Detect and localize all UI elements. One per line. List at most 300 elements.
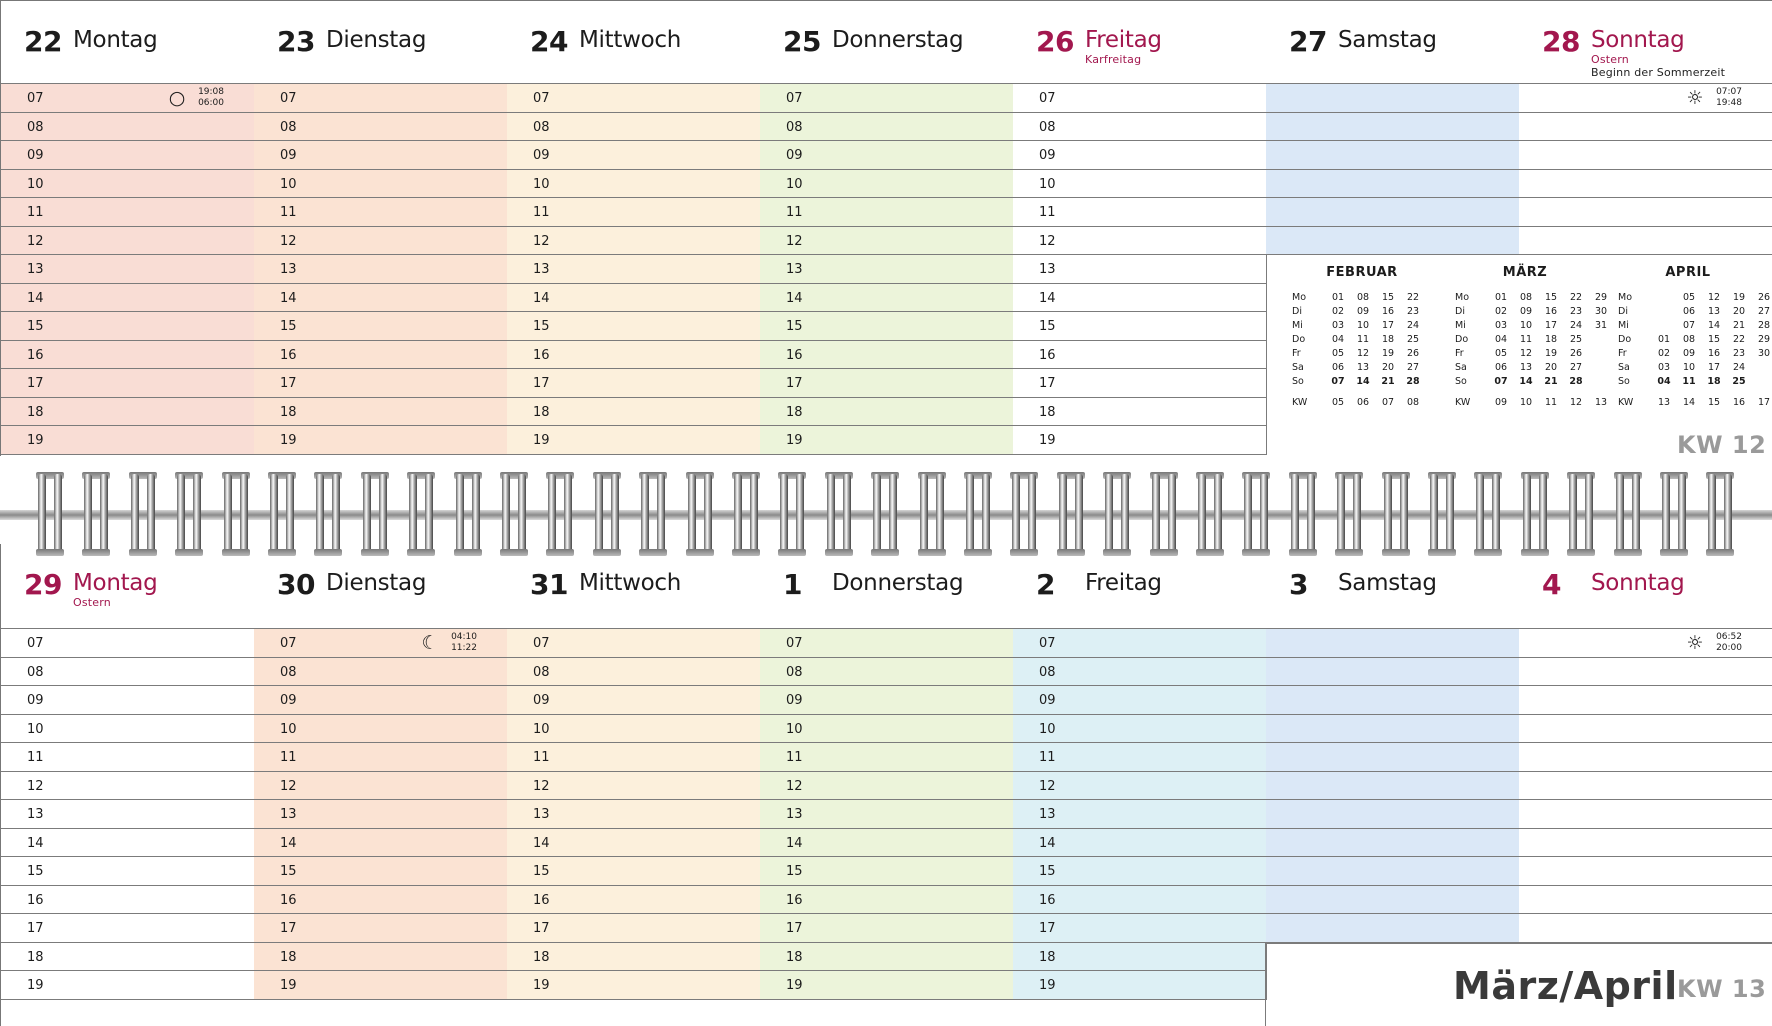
spiral-ring [1567, 474, 1595, 554]
hour-slot[interactable] [507, 971, 761, 1000]
mini-weekday: Mi [1618, 320, 1629, 331]
hour-slot[interactable] [1, 715, 255, 744]
hour-slot[interactable] [254, 971, 508, 1000]
week-12-label: KW 12 [1677, 431, 1767, 459]
hour-slot[interactable] [507, 658, 761, 687]
hour-slot[interactable] [507, 800, 761, 829]
hour-label: 07 [280, 91, 297, 106]
hour-slot[interactable] [760, 398, 1014, 427]
hour-slot[interactable] [1013, 284, 1267, 313]
ring-cap [222, 549, 250, 556]
mini-day: 29 [1594, 292, 1608, 303]
hour-label: 11 [1039, 750, 1056, 765]
hour-label: 13 [533, 807, 550, 822]
hour-slot[interactable] [1, 369, 255, 398]
hour-slot[interactable] [254, 284, 508, 313]
hour-slot[interactable] [507, 170, 761, 199]
day-header [507, 544, 760, 626]
hour-slot[interactable] [254, 943, 508, 972]
ring-wire [131, 474, 139, 554]
spiral-ring [1521, 474, 1549, 554]
ring-wire [920, 474, 928, 554]
ring-wire [564, 474, 572, 554]
hour-slot[interactable] [507, 715, 761, 744]
hour-slot[interactable] [254, 686, 508, 715]
hour-label: 15 [280, 864, 297, 879]
hour-slot[interactable] [760, 83, 1014, 113]
hour-slot[interactable] [1519, 772, 1772, 801]
hour-slot[interactable] [1519, 914, 1772, 943]
hour-slot[interactable] [760, 971, 1014, 1000]
hour-slot[interactable] [254, 341, 508, 370]
hour-slot[interactable] [1519, 198, 1772, 227]
hour-slot[interactable] [1, 971, 255, 1000]
ring-cap [82, 549, 110, 556]
hour-slot[interactable] [1266, 829, 1520, 858]
hour-slot[interactable] [1, 686, 255, 715]
hour-label: 16 [1039, 347, 1056, 363]
hour-slot[interactable] [760, 857, 1014, 886]
hour-slot[interactable] [1013, 398, 1267, 427]
hour-label: 07 [533, 91, 550, 106]
ring-cap [314, 549, 342, 556]
day-header [254, 544, 507, 626]
mini-day: 20 [1544, 362, 1558, 373]
hour-slot[interactable] [254, 886, 508, 915]
ring-wire [1260, 474, 1268, 554]
hour-slot[interactable] [1266, 113, 1520, 142]
mini-day: 18 [1707, 376, 1721, 387]
hour-slot[interactable] [1, 886, 255, 915]
hour-label: 09 [1039, 148, 1056, 163]
mini-weekday: Di [1455, 306, 1465, 317]
hour-slot[interactable] [254, 658, 508, 687]
hour-slot[interactable] [254, 255, 508, 284]
hour-slot[interactable] [1266, 227, 1520, 256]
mini-day: 26 [1569, 348, 1583, 359]
hour-slot[interactable] [1, 312, 255, 341]
hour-slot[interactable] [507, 914, 761, 943]
mini-day: 22 [1569, 292, 1583, 303]
hour-slot[interactable] [1266, 914, 1520, 943]
hour-slot[interactable] [254, 628, 508, 658]
hour-slot[interactable] [1266, 198, 1520, 227]
hour-slot[interactable] [1, 914, 255, 943]
hour-slot[interactable] [507, 312, 761, 341]
hour-label: 17 [280, 376, 297, 391]
spiral-ring [1010, 474, 1038, 554]
hour-slot[interactable] [1013, 369, 1267, 398]
hour-slot[interactable] [1, 113, 255, 142]
day-number: 23 [277, 25, 315, 58]
hour-slot[interactable] [760, 227, 1014, 256]
hour-slot[interactable] [507, 857, 761, 886]
hour-slot[interactable] [1, 341, 255, 370]
hour-label: 10 [280, 721, 297, 737]
hour-slot[interactable] [760, 943, 1014, 972]
day-name: Dienstag [326, 27, 427, 53]
hour-slot[interactable] [1013, 83, 1267, 113]
hour-slot[interactable] [760, 284, 1014, 313]
circle-moon-icon: ○ [168, 87, 186, 109]
hour-slot[interactable] [1266, 686, 1520, 715]
mini-day: 17 [1544, 320, 1558, 331]
hour-slot[interactable] [1266, 658, 1520, 687]
hour-slot[interactable] [1013, 943, 1267, 972]
mini-day: 02 [1657, 348, 1671, 359]
holiday-note: Beginn der Sommerzeit [1591, 66, 1726, 79]
hour-slot[interactable] [507, 686, 761, 715]
hour-slot[interactable] [254, 369, 508, 398]
hour-slot[interactable] [1, 829, 255, 858]
hour-slot[interactable] [760, 426, 1014, 455]
mini-month-title: MÄRZ [1502, 265, 1548, 280]
ring-wire [270, 474, 278, 554]
day-header [1266, 544, 1519, 626]
hour-slot[interactable] [760, 312, 1014, 341]
ring-cap [361, 549, 389, 556]
hour-slot[interactable] [1, 255, 255, 284]
hour-slot[interactable] [1013, 658, 1267, 687]
hour-slot[interactable] [1013, 426, 1267, 455]
hour-label: 08 [280, 664, 297, 680]
hour-slot[interactable] [1266, 628, 1520, 658]
ring-cap [639, 549, 667, 556]
hour-slot[interactable] [1519, 857, 1772, 886]
ring-wire [595, 474, 603, 554]
hour-label: 17 [1039, 921, 1056, 936]
hour-slot[interactable] [1519, 686, 1772, 715]
hour-slot[interactable] [1, 198, 255, 227]
hour-label: 18 [280, 404, 297, 420]
ring-cap [1382, 549, 1410, 556]
day-name: Sonntag [1591, 27, 1685, 53]
hour-label: 14 [27, 835, 44, 851]
hour-slot[interactable] [507, 113, 761, 142]
spiral-ring [825, 474, 853, 554]
mini-month-title: FEBRUAR [1326, 265, 1398, 280]
hour-label: 15 [533, 864, 550, 879]
hour-label: 16 [533, 892, 550, 908]
hour-slot[interactable] [254, 198, 508, 227]
hour-slot[interactable] [1013, 141, 1267, 170]
day-name: Freitag [1085, 570, 1162, 596]
hour-slot[interactable] [254, 312, 508, 341]
ring-cap [500, 549, 528, 556]
ring-wire [240, 474, 248, 554]
ring-wire [641, 474, 649, 554]
hour-slot[interactable] [507, 369, 761, 398]
hour-slot[interactable] [1013, 743, 1267, 772]
astro-time-2: 06:00 [198, 98, 224, 108]
mini-day: 19 [1732, 292, 1746, 303]
hour-slot[interactable] [1013, 829, 1267, 858]
hour-slot[interactable] [760, 198, 1014, 227]
hour-slot[interactable] [760, 743, 1014, 772]
day-name: Montag [73, 27, 158, 53]
hour-slot[interactable] [254, 83, 508, 113]
mini-kw-number: 13 [1594, 397, 1608, 408]
hour-slot[interactable] [760, 113, 1014, 142]
hour-slot[interactable] [507, 198, 761, 227]
hour-slot[interactable] [507, 772, 761, 801]
hour-slot[interactable] [1266, 743, 1520, 772]
hour-label: 19 [533, 433, 550, 448]
ring-wire [425, 474, 433, 554]
hour-slot[interactable] [1013, 170, 1267, 199]
mini-day: 11 [1519, 334, 1533, 345]
spiral-ring [639, 474, 667, 554]
mini-day: 06 [1682, 306, 1696, 317]
hour-slot[interactable] [760, 886, 1014, 915]
hour-label: 10 [27, 721, 44, 737]
hour-slot[interactable] [1013, 772, 1267, 801]
hour-slot[interactable] [760, 658, 1014, 687]
hour-slot[interactable] [1, 772, 255, 801]
hour-slot[interactable] [760, 255, 1014, 284]
astro-time-2: 11:22 [451, 643, 477, 653]
ring-wire [1168, 474, 1176, 554]
hour-slot[interactable] [760, 141, 1014, 170]
hour-slot[interactable] [507, 943, 761, 972]
hour-slot[interactable] [1013, 686, 1267, 715]
hour-slot[interactable] [507, 886, 761, 915]
mini-day: 07 [1494, 376, 1508, 387]
hour-slot[interactable] [254, 141, 508, 170]
hour-slot[interactable] [760, 715, 1014, 744]
ring-wire [1121, 474, 1129, 554]
hour-slot[interactable] [1, 743, 255, 772]
spiral-ring [222, 474, 250, 554]
ring-wire [1075, 474, 1083, 554]
hour-slot[interactable] [760, 914, 1014, 943]
hour-slot[interactable] [760, 369, 1014, 398]
spiral-ring [871, 474, 899, 554]
day-header [1013, 544, 1266, 626]
hour-slot[interactable] [1266, 772, 1520, 801]
hour-slot[interactable] [1013, 227, 1267, 256]
hour-slot[interactable] [1013, 198, 1267, 227]
ring-cap [686, 549, 714, 556]
astro-time-1: 07:07 [1716, 87, 1742, 97]
mini-day: 05 [1331, 348, 1345, 359]
ring-wire [100, 474, 108, 554]
hour-slot[interactable] [1266, 800, 1520, 829]
hour-slot[interactable] [1013, 113, 1267, 142]
mini-day: 13 [1707, 306, 1721, 317]
day-name: Samstag [1338, 570, 1437, 596]
hour-label: 08 [27, 664, 44, 680]
hour-slot[interactable] [1, 943, 255, 972]
hour-slot[interactable] [760, 800, 1014, 829]
hour-slot[interactable] [1, 628, 255, 658]
day-number: 28 [1542, 25, 1580, 58]
mini-day: 02 [1494, 306, 1508, 317]
spiral-ring [732, 474, 760, 554]
ring-wire [1616, 474, 1624, 554]
hour-slot[interactable] [1013, 715, 1267, 744]
hour-slot[interactable] [760, 686, 1014, 715]
hour-slot[interactable] [1519, 658, 1772, 687]
mini-day: 21 [1732, 320, 1746, 331]
hour-slot[interactable] [1013, 857, 1267, 886]
hour-slot[interactable] [507, 227, 761, 256]
hour-slot[interactable] [1013, 971, 1267, 1000]
hour-slot[interactable] [254, 398, 508, 427]
hour-slot[interactable] [760, 628, 1014, 658]
hour-slot[interactable] [1, 170, 255, 199]
spiral-ring [36, 474, 64, 554]
hour-slot[interactable] [1, 398, 255, 427]
hour-slot[interactable] [1013, 312, 1267, 341]
mini-day: 25 [1406, 334, 1420, 345]
ring-wire [502, 474, 510, 554]
mini-day: 18 [1381, 334, 1395, 345]
hour-slot[interactable] [1266, 83, 1520, 113]
ring-cap [1335, 549, 1363, 556]
hour-slot[interactable] [254, 113, 508, 142]
hour-slot[interactable] [507, 426, 761, 455]
hour-slot[interactable] [1519, 800, 1772, 829]
hour-slot[interactable] [1519, 628, 1772, 658]
hour-label: 15 [27, 864, 44, 879]
astro-times [1716, 87, 1742, 109]
hour-slot[interactable] [507, 141, 761, 170]
hour-slot[interactable] [1519, 886, 1772, 915]
hour-slot[interactable] [1266, 886, 1520, 915]
hour-slot[interactable] [507, 398, 761, 427]
hour-slot[interactable] [507, 829, 761, 858]
hour-slot[interactable] [254, 857, 508, 886]
hour-slot[interactable] [1013, 341, 1267, 370]
ring-wire [1708, 474, 1716, 554]
hour-slot[interactable] [1, 426, 255, 455]
day-number: 25 [783, 25, 821, 58]
mini-kw-number: 11 [1544, 397, 1558, 408]
hour-label: 12 [27, 233, 44, 249]
ring-wire [1539, 474, 1547, 554]
hour-slot[interactable] [1519, 141, 1772, 170]
hour-slot[interactable] [760, 772, 1014, 801]
ring-cap [825, 549, 853, 556]
day-header [1, 544, 254, 626]
hour-slot[interactable] [1519, 170, 1772, 199]
spiral-ring [1196, 474, 1224, 554]
hour-slot[interactable] [254, 715, 508, 744]
hour-slot[interactable] [507, 284, 761, 313]
spiral-ring [1428, 474, 1456, 554]
hour-slot[interactable] [1013, 255, 1267, 284]
hour-slot[interactable] [1519, 227, 1772, 256]
ring-wire [1678, 474, 1686, 554]
day-number: 26 [1036, 25, 1074, 58]
hour-slot[interactable] [1519, 715, 1772, 744]
hour-slot[interactable] [1, 658, 255, 687]
hour-label: 08 [786, 664, 803, 680]
mini-day: 20 [1732, 306, 1746, 317]
hour-slot[interactable] [507, 341, 761, 370]
mini-day: 19 [1381, 348, 1395, 359]
hour-slot[interactable] [254, 914, 508, 943]
hour-slot[interactable] [1519, 113, 1772, 142]
holiday-note: Karfreitag [1085, 53, 1142, 66]
mini-day: 08 [1682, 334, 1696, 345]
hour-slot[interactable] [1, 83, 255, 113]
hour-slot[interactable] [1, 141, 255, 170]
hour-slot[interactable] [1013, 886, 1267, 915]
ring-wire [1523, 474, 1531, 554]
spiral-ring [82, 474, 110, 554]
astro-time-1: 19:08 [198, 87, 224, 97]
hour-slot[interactable] [1519, 83, 1772, 113]
ring-cap [1010, 549, 1038, 556]
hour-label: 07 [280, 636, 297, 651]
hour-slot[interactable] [1, 227, 255, 256]
hour-slot[interactable] [1266, 715, 1520, 744]
ring-wire [177, 474, 185, 554]
hour-label: 09 [533, 693, 550, 708]
hour-slot[interactable] [1013, 914, 1267, 943]
mini-day: 23 [1569, 306, 1583, 317]
hour-label: 15 [786, 864, 803, 879]
hour-label: 11 [533, 750, 550, 765]
hour-slot[interactable] [254, 772, 508, 801]
mini-day: 23 [1732, 348, 1746, 359]
hour-slot[interactable] [1, 800, 255, 829]
hour-slot[interactable] [254, 426, 508, 455]
spiral-ring [686, 474, 714, 554]
mini-day: 11 [1356, 334, 1370, 345]
ring-cap [918, 549, 946, 556]
hour-slot[interactable] [254, 800, 508, 829]
mini-day: 27 [1406, 362, 1420, 373]
hour-slot[interactable] [507, 255, 761, 284]
hour-slot[interactable] [1, 284, 255, 313]
mini-kw-label: KW [1618, 397, 1634, 408]
hour-slot[interactable] [507, 83, 761, 113]
week-13-label: KW 13 [1677, 975, 1767, 1003]
hour-slot[interactable] [1013, 800, 1267, 829]
hour-slot[interactable] [1519, 829, 1772, 858]
hour-slot[interactable] [1013, 628, 1267, 658]
ring-wire [966, 474, 974, 554]
ring-wire [734, 474, 742, 554]
hour-slot[interactable] [1, 857, 255, 886]
mini-day: 16 [1544, 306, 1558, 317]
hour-label: 11 [1039, 205, 1056, 220]
hour-slot[interactable] [507, 628, 761, 658]
day-name: Donnerstag [832, 27, 964, 53]
hour-label: 14 [533, 290, 550, 306]
hour-slot[interactable] [1266, 141, 1520, 170]
hour-slot[interactable] [760, 829, 1014, 858]
hour-slot[interactable] [254, 227, 508, 256]
ring-cap [454, 549, 482, 556]
hour-slot[interactable] [1266, 170, 1520, 199]
hour-label: 11 [27, 205, 44, 220]
hour-slot[interactable] [760, 341, 1014, 370]
ring-wire [889, 474, 897, 554]
hour-slot[interactable] [760, 170, 1014, 199]
hour-slot[interactable] [507, 743, 761, 772]
hour-slot[interactable] [254, 829, 508, 858]
hour-slot[interactable] [254, 170, 508, 199]
ring-cap [129, 549, 157, 556]
hour-slot[interactable] [1266, 857, 1520, 886]
spiral-ring [361, 474, 389, 554]
hour-slot[interactable] [254, 743, 508, 772]
hour-slot[interactable] [1519, 743, 1772, 772]
